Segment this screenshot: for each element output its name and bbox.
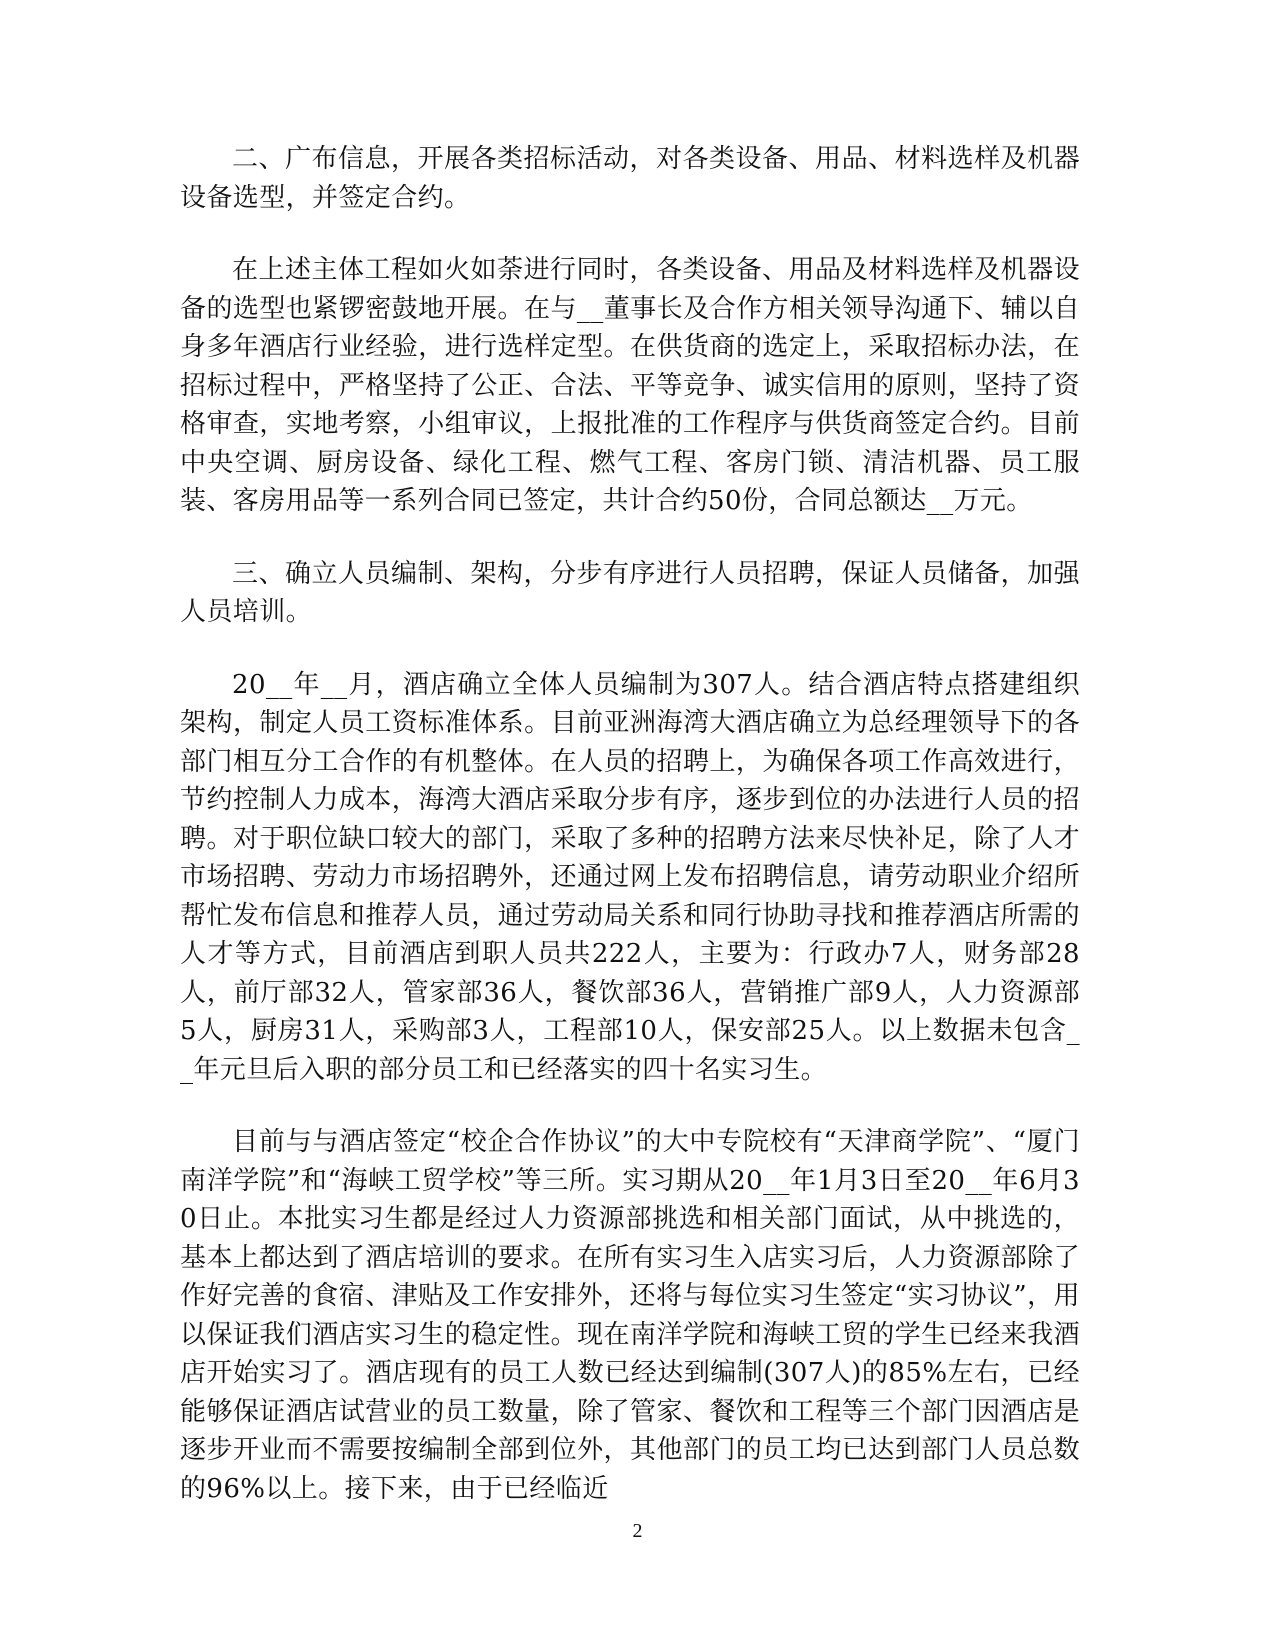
paragraph-section-2-heading: 二、广布信息，开展各类招标活动，对各类设备、用品、材料选样及机器设备选型，并签定合约。 — [180, 144, 1080, 213]
document-body — [180, 140, 1080, 1542]
paragraph-equipment-procurement: 在上述主体工程如火如荼进行同时，各类设备、用品及材料选样及机器设备的选型也紧锣密鼓地开展。在与__董事长及合作方相关领导沟通下、辅以自身多年酒店行业经验，进行选样定型。在供货商的选定上，采取招标办法，在招标过程中，严格坚持了公正、合法、平等竞争、诚实信用的原则，坚持了资格审查，实地考察，小组审议，上报批准的工作程序与供货商签定合约。目前中央空调、厨房设备、绿化工程、燃气工程、客房门锁、清洁机器、员工服装、客房用品等一系列合同已签定，共计合约50份，合同总额达__万元。 — [180, 255, 1080, 516]
paragraph-intern-cooperation: 目前与与酒店签定“校企合作协议”的大中专院校有“天津商学院”、“厦门南洋学院”和“海峡工贸学校”等三所。实习期从20__年1月3日至20__年6月30日止。本批实习生都是经过人力资源部挑选和相关部门面试，从中挑选的，基本上都达到了酒店培训的要求。在所有实习生入店实习后，人力资源部除了作好完善的食宿、津贴及工作安排外，还将与每位实习生签定“实习协议”，用以保证我们酒店实习生的稳定性。现在南洋学院和海峡工贸的学生已经来我酒店开始实习了。酒店现有的员工人数已经达到编制(307人)的85%左右，已经能够保证酒店试营业的员工数量，除了管家、餐饮和工程等三个部门因酒店是逐步开业而不需要按编制全部到位外，其他部门的员工均已达到部门人员总数的96%以上。接下来，由于已经临近 — [180, 1127, 1080, 1504]
page-number: 2 — [632, 1520, 643, 1542]
paragraph-staff-recruitment: 20__年__月，酒店确立全体人员编制为307人。结合酒店特点搭建组织架构，制定人员工资标准体系。目前亚洲海湾大酒店确立为总经理领导下的各部门相互分工合作的有机整体。在人员的招聘上，为确保各项工作高效进行，节约控制人力成本，海湾大酒店采取分步有序，逐步到位的办法进行人员的招聘。对于职位缺口较大的部门，采取了多种的招聘方法来尽快补足，除了人才市场招聘、劳动力市场招聘外，还通过网上发布招聘信息，请劳动职业介绍所帮忙发布信息和推荐人员，通过劳动局关系和同行协助寻找和推荐酒店所需的人才等方式，目前酒店到职人员共222人，主要为：行政办7人，财务部28人，前厅部32人，管家部36人，餐饮部36人，营销推广部9人，人力资源部5人，厨房31人，采购部3人，工程部10人，保安部25人。以上数据未包含__年元旦后入职的部分员工和已经落实的四十名实习生。 — [180, 669, 1080, 1085]
paragraph-section-3-heading: 三、确立人员编制、架构，分步有序进行人员招聘，保证人员储备，加强人员培训。 — [180, 558, 1080, 627]
